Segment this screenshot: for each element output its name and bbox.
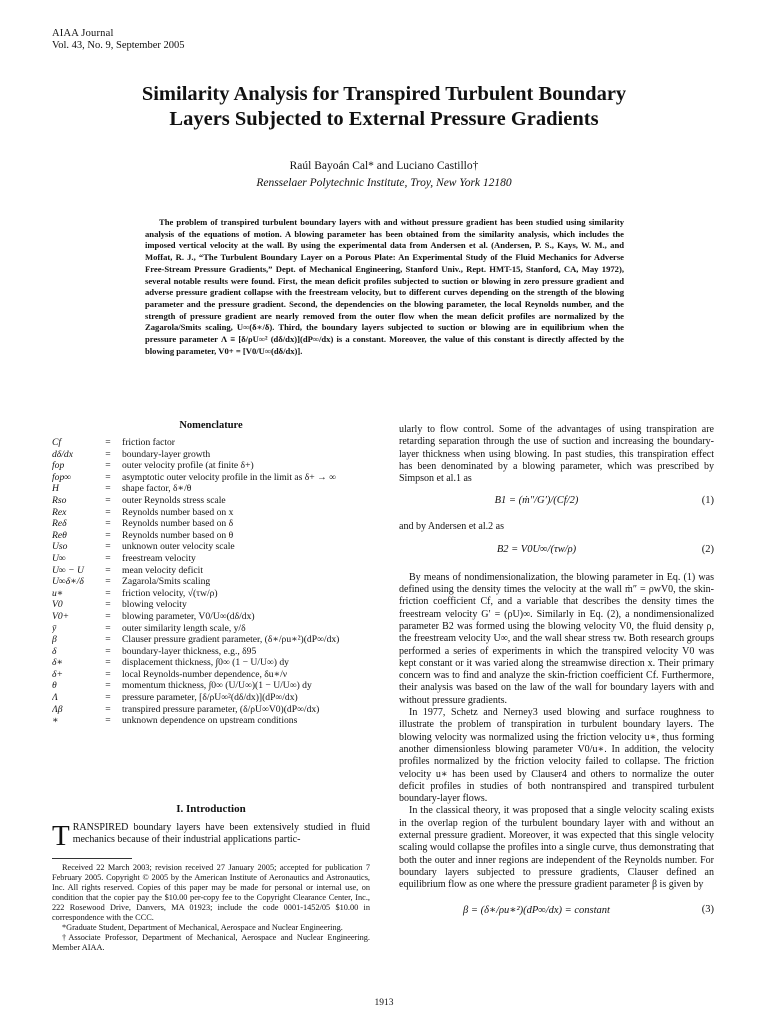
nomenclature-definition: local Reynolds-number dependence, δu∗/ν: [122, 668, 288, 680]
nomenclature-equals: =: [105, 610, 111, 622]
nomenclature-row: [52, 483, 372, 495]
equation-1-number: (1): [701, 495, 714, 507]
nomenclature-equals: =: [105, 634, 111, 646]
footnote-divider: [52, 858, 132, 859]
equation-3: [399, 900, 714, 922]
nomenclature-symbol: fop∞: [52, 471, 72, 483]
nomenclature-definition: friction velocity, √(τw/ρ): [122, 587, 218, 599]
nomenclature-definition: friction factor: [122, 437, 176, 448]
nomenclature-row: [52, 518, 372, 530]
nomenclature-symbol: V0: [52, 599, 63, 611]
nomenclature-symbol: β: [52, 634, 57, 646]
nomenclature-definition: Zagarola/Smits scaling: [122, 576, 211, 588]
nomenclature-symbol: Rex: [52, 506, 67, 518]
nomenclature-equals: =: [105, 564, 111, 576]
nomenclature-row: [52, 692, 372, 704]
nomenclature-row: [52, 449, 372, 461]
footnote-author-1: *Graduate Student, Department of Mechanical, Aerospace and Nuclear Engineering.: [62, 923, 343, 932]
nomenclature-equals: =: [105, 437, 111, 448]
nomenclature-definition: blowing parameter, V0/U∞(dδ/dx): [122, 610, 255, 622]
nomenclature-definition: boundary-layer thickness, e.g., δ95: [122, 645, 257, 657]
nomenclature-equals: =: [105, 668, 111, 680]
nomenclature-definition: unknown outer velocity scale: [122, 541, 235, 553]
nomenclature-symbol: H: [52, 483, 59, 495]
nomenclature-definition: Reynolds number based on δ: [122, 518, 234, 530]
nomenclature-row: [52, 657, 372, 669]
nomenclature-row: [52, 472, 372, 484]
volume-line: Vol. 43, No. 9, September 2005: [52, 40, 185, 51]
paragraph-3: By means of nondimensionalization, the blowing parameter in Eq. (1) was defined using the density times the velocity at the wall ṁ″ = ρwV0, the skin-friction coefficient Cf, and a variable that describes the density times the freestream velocity G′ = (ρU)∞. Similarly in Eq. (2), a nondimensionalized parameter B2 was formed using the blowing velocity V0, the fluid density ρ, the freestream velocity U∞, and the wall shear stress τw. Both research groups performed a series of experiments in which the transpired velocity V0 was kept constant or it was varied along the streamwise direction x. Their primary concern was to find and analyze the skin-friction coefficient Cf. Furthermore, their analysis was based on the law of the wall for boundary layers with and without pressure gradients.: [399, 571, 714, 706]
nomenclature-equals: =: [105, 587, 111, 599]
nomenclature-symbol: θ: [52, 680, 57, 692]
nomenclature-equals: =: [105, 448, 111, 460]
paragraph-4: In 1977, Schetz and Nerney3 used blowing and surface roughness to illustrate the problem of transpiration in turbulent boundary layers. The blowing velocity was normalized using the friction velocity u∗, thus forming another dimensionless blowing parameter V0/u∗. In addition, the velocity profiles normalized by the friction velocity failed to collapse. The friction velocity u∗ has been used by Clauser4 and others to normalize the outer deficit profiles in studies of both nontranspired and transpired turbulent boundary-layer flows.: [399, 707, 714, 805]
nomenclature-equals: =: [105, 622, 111, 634]
nomenclature-list: [52, 437, 372, 727]
nomenclature-symbol: U∞: [52, 552, 66, 564]
nomenclature-definition: outer similarity length scale, y/δ: [122, 622, 246, 634]
nomenclature-definition: boundary-layer growth: [122, 448, 211, 460]
nomenclature-equals: =: [105, 692, 111, 704]
authors: Raúl Bayoán Cal* and Luciano Castillo†: [289, 160, 479, 172]
intro-paragraph: [52, 820, 370, 852]
nomenclature-equals: =: [105, 529, 111, 541]
nomenclature-row: [52, 611, 372, 623]
equation-2: [399, 540, 714, 562]
nomenclature-row: [52, 541, 372, 553]
nomenclature-symbol: Uso: [52, 541, 68, 553]
nomenclature-symbol: U∞δ∗/δ: [52, 576, 84, 588]
nomenclature-row: [52, 715, 372, 727]
equation-3-body: β = (δ∗/ρu∗²)(dP∞/dx) = constant: [463, 904, 610, 916]
nomenclature-symbol: Rso: [52, 494, 67, 506]
abstract: The problem of transpired turbulent boundary layers with and without pressure gradient has been studied using similarity analysis of the equations of motion. A blowing parameter has been obtained from the similarity analysis, which includes the imposed vertical velocity at the wall. By using the experimental data from Andersen et al. (Andersen, P. S., Kays, W. M., and Moffat, R. J., “The Turbulent Boundary Layer on a Porous Plate: An Experimental Study of the Fluid Mechanics for Adverse Free-Stream Pressure Gradients,” Dept. of Mechanical Engineering, Stanford Univ., Rept. HMT-15, Stanford, CA, May 1972), several notable results were found. First, the mean deficit profiles subjected to suction or blowing in zero pressure gradient and adverse pressure gradient collapse with the freestream velocity, but to different curves depending on the strength of the blowing parameter and the pressure gradient. Second, the dependencies on the blowing parameter, the local Reynolds number, and the strength of pressure gradient are nearly removed from the outer flow when the mean deficit profiles are normalized by the Zagarola/Smits scaling, U∞(δ∗/δ). Third, the boundary layers subjected to suction or blowing are in equilibrium when the pressure parameter Λ ≡ [δ/ρU∞² (dδ/dx)](dP∞/dx) is a constant. Moreover, the value of this constant is directly affected by the blowing parameter, V0+ = [V0/U∞(dδ/dx)].: [145, 217, 624, 356]
footnote-author-2: †Associate Professor, Department of Mechanical, Aerospace and Nuclear Engineering. Member AIAA.: [52, 933, 370, 952]
nomenclature-definition: momentum thickness, ∫0∞ (U/U∞)(1 − U/U∞) dy: [122, 680, 312, 692]
nomenclature-definition: Reynolds number based on θ: [122, 529, 234, 541]
nomenclature-definition: unknown dependence on upstream conditions: [122, 715, 298, 727]
nomenclature-definition: blowing velocity: [122, 599, 187, 611]
nomenclature-row: [52, 576, 372, 588]
nomenclature-row: [52, 588, 372, 600]
nomenclature-equals: =: [105, 576, 111, 588]
title-line-2: Layers Subjected to External Pressure Gradients: [169, 108, 599, 130]
section-heading-introduction: I. Introduction: [176, 803, 246, 815]
equation-1-body: B1 = (ṁ″/G′)/(Cf/2): [494, 495, 579, 507]
nomenclature-row: [52, 460, 372, 472]
paragraph-1: ularly to flow control. Some of the advantages of using transpiration are retarding separation through the use of suction and increasing the boundary-layer thickness when using blowing. In past studies, this transpiration effect has been denominated by a blowing parameter, which was prescribed by Simpson et al.1 as: [399, 424, 714, 485]
nomenclature-symbol: Reδ: [52, 518, 67, 530]
nomenclature-equals: =: [105, 680, 111, 692]
nomenclature-equals: =: [105, 541, 111, 553]
nomenclature-row: [52, 704, 372, 716]
nomenclature-definition: shape factor, δ∗/θ: [122, 483, 192, 495]
nomenclature-symbol: δ: [52, 645, 57, 657]
paper-title: [60, 82, 708, 132]
nomenclature-equals: =: [105, 552, 111, 564]
nomenclature-definition: pressure parameter, [δ/ρU∞²(dδ/dx)](dP∞/dx): [122, 692, 298, 704]
nomenclature-row: [52, 599, 372, 611]
nomenclature-row: [52, 565, 372, 577]
journal-header: [52, 28, 185, 52]
nomenclature-symbol: U∞ − U: [52, 564, 84, 576]
journal-name: AIAA Journal: [52, 28, 114, 39]
nomenclature-equals: =: [105, 518, 111, 530]
intro-text: RANSPIRED boundary layers have been extensively studied in fluid mechanics because of their industrial applications partic-: [72, 822, 370, 846]
nomenclature-equals: =: [105, 599, 111, 611]
page-number: 1913: [374, 998, 394, 1008]
nomenclature-row: [52, 634, 372, 646]
nomenclature-equals: =: [105, 494, 111, 506]
nomenclature-definition: freestream velocity: [122, 552, 196, 564]
nomenclature-symbol: u∗: [52, 587, 64, 599]
paragraph-5: In the classical theory, it was proposed that a single velocity scaling exists in the overlap region of the turbulent boundary layer with and without an external pressure gradient. Moreover, it was expected that this single velocity scaling would collapse the profiles into a single curve, thus demonstrating that both the outer and inner regions are independent of the Reynolds number. For boundary layers subjected to pressure gradients, Clauser defined an equilibrium flow as one where the pressure gradient parameter β is given by: [399, 805, 714, 891]
drop-cap: T: [52, 820, 70, 852]
nomenclature-definition: Clauser pressure gradient parameter, (δ∗/ρu∗²)(dP∞/dx): [122, 634, 340, 646]
equation-3-number: (3): [701, 903, 714, 915]
paragraph-2: and by Andersen et al.2 as: [399, 521, 504, 533]
nomenclature-row: [52, 530, 372, 542]
nomenclature-row: [52, 437, 372, 449]
nomenclature-equals: =: [105, 483, 111, 495]
nomenclature-definition: asymptotic outer velocity profile in the limit as δ+ → ∞: [122, 471, 336, 483]
nomenclature-row: [52, 623, 372, 635]
nomenclature-equals: =: [105, 460, 111, 472]
equation-2-body: B2 = V0U∞/(τw/ρ): [496, 543, 577, 555]
nomenclature-equals: =: [105, 645, 111, 657]
affiliation: Rensselaer Polytechnic Institute, Troy, New York 12180: [256, 177, 512, 189]
nomenclature-row: [52, 507, 372, 519]
nomenclature-row: [52, 669, 372, 681]
nomenclature-definition: outer velocity profile (at finite δ+): [122, 460, 254, 472]
nomenclature-equals: =: [105, 506, 111, 518]
nomenclature-equals: =: [105, 715, 111, 727]
nomenclature-symbol: Cf: [52, 437, 62, 448]
nomenclature-row: [52, 553, 372, 565]
nomenclature-symbol: Λ: [52, 692, 58, 704]
footnotes: [52, 863, 370, 953]
nomenclature-symbol: fop: [52, 460, 65, 472]
equation-2-number: (2): [701, 543, 714, 555]
nomenclature-heading: Nomenclature: [179, 420, 243, 431]
right-column: [399, 424, 714, 922]
nomenclature-symbol: dδ/dx: [52, 448, 73, 460]
nomenclature-symbol: Λβ: [52, 703, 63, 715]
nomenclature-equals: =: [105, 657, 111, 669]
footnote-received: Received 22 March 2003; revision received 27 January 2005; accepted for publication 7 February 2005. Copyright © 2005 by the American Institute of Aeronautics and Astronautics, Inc. All rights reserved. Copies of this paper may be made for personal or internal use, on condition that the copier pay the $10.00 per-copy fee to the Copyright Clearance Center, Inc., 222 Rosewood Drive, Danvers, MA 01923; include the code 0001-1452/05 $10.00 in correspondence with the CCC.: [52, 863, 370, 922]
nomenclature-definition: outer Reynolds stress scale: [122, 494, 226, 506]
nomenclature-symbol: ȳ: [52, 622, 57, 634]
nomenclature-row: [52, 495, 372, 507]
nomenclature-definition: transpired pressure parameter, (δ/ρU∞V0)(dP∞/dx): [122, 703, 320, 715]
nomenclature-symbol: δ∗: [52, 657, 63, 669]
nomenclature-definition: mean velocity deficit: [122, 564, 203, 576]
nomenclature-symbol: Reθ: [52, 529, 67, 541]
nomenclature-symbol: V0+: [52, 610, 70, 622]
nomenclature-symbol: δ+: [52, 668, 63, 680]
title-line-1: Similarity Analysis for Transpired Turbulent Boundary: [141, 83, 627, 105]
nomenclature-definition: displacement thickness, ∫0∞ (1 − U/U∞) dy: [122, 657, 289, 669]
nomenclature-symbol: ∗: [52, 715, 59, 727]
nomenclature-equals: =: [105, 703, 111, 715]
nomenclature-equals: =: [105, 471, 111, 483]
nomenclature-row: [52, 646, 372, 658]
nomenclature-row: [52, 680, 372, 692]
equation-1: [399, 491, 714, 513]
nomenclature-definition: Reynolds number based on x: [122, 506, 234, 518]
